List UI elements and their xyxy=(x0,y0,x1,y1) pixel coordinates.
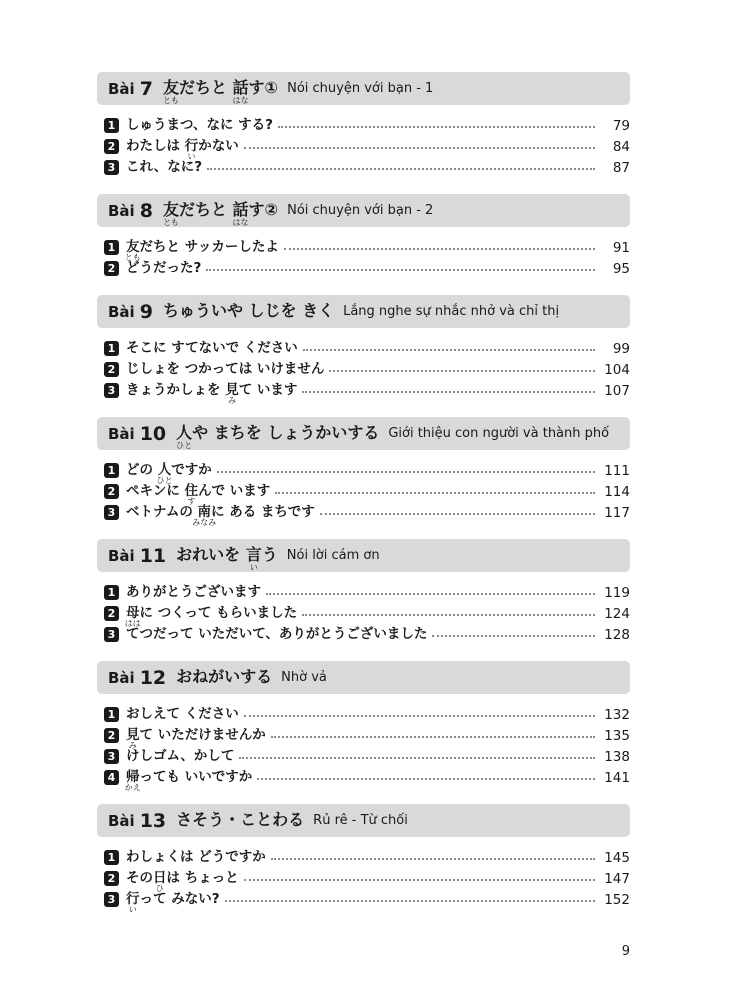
item-title-japanese: じしょを つかっては いけません xyxy=(126,361,325,378)
lesson-label: Bài xyxy=(108,302,135,321)
lesson-subtitle-vietnamese: Lắng nghe sự nhắc nhở và chỉ thị xyxy=(343,304,560,319)
item-number-badge: 4 xyxy=(104,770,119,785)
toc-item xyxy=(104,380,630,405)
toc-item xyxy=(104,624,630,645)
furigana: ひと xyxy=(156,475,173,485)
toc-item xyxy=(104,847,630,868)
dotted-leader xyxy=(302,614,595,616)
toc-item xyxy=(104,889,630,914)
item-page-number: 152 xyxy=(604,891,630,908)
kanji-with-furigana: 人 ひと xyxy=(156,462,173,485)
item-page-number: 138 xyxy=(604,748,630,765)
toc-item xyxy=(104,767,630,792)
kanji-with-furigana: 見 み xyxy=(126,727,140,750)
furigana: はは xyxy=(124,618,141,628)
lesson-section xyxy=(97,804,630,914)
item-number-badge: 1 xyxy=(104,707,119,722)
item-page-number: 135 xyxy=(604,727,630,744)
item-page-number: 119 xyxy=(604,584,630,601)
kanji-with-furigana: 南 みなみ xyxy=(192,504,217,527)
item-number-badge: 1 xyxy=(104,463,119,478)
item-title-japanese: そこに すてないで ください xyxy=(126,340,298,357)
item-title-japanese: 帰 かえ っても いいですか xyxy=(124,769,253,792)
item-number-badge: 2 xyxy=(104,871,119,886)
item-title-japanese: どの 人 ひと ですか xyxy=(126,462,212,485)
item-title-japanese: きょうかしょを 見 み て います xyxy=(126,382,298,405)
lesson-label: Bài xyxy=(108,79,135,98)
lesson-items xyxy=(97,237,630,279)
item-number-badge: 1 xyxy=(104,240,119,255)
furigana: ひ xyxy=(155,883,164,893)
lesson-items xyxy=(97,115,630,178)
lesson-number: 12 xyxy=(139,666,167,689)
item-number-badge: 2 xyxy=(104,139,119,154)
furigana: はな xyxy=(232,95,249,105)
kanji-with-furigana: 友 とも xyxy=(162,200,179,227)
dotted-leader xyxy=(432,635,595,637)
item-number-badge: 1 xyxy=(104,850,119,865)
lesson-label: Bài xyxy=(108,668,135,687)
item-title-japanese: その日 ひ は ちょっと xyxy=(126,870,239,893)
furigana: す xyxy=(187,496,196,506)
dotted-leader xyxy=(217,471,595,473)
dotted-leader xyxy=(302,391,595,393)
dotted-leader xyxy=(244,715,595,717)
item-number-badge: 2 xyxy=(104,484,119,499)
lesson-label: Bài xyxy=(108,546,135,565)
item-title-japanese: ペキンに 住 す んで います xyxy=(126,483,271,506)
lesson-items xyxy=(97,704,630,792)
toc-item xyxy=(104,582,630,603)
lesson-title-japanese: おれいを 言 い う xyxy=(176,545,278,572)
kanji-with-furigana: 母 はは xyxy=(124,605,141,628)
lesson-items xyxy=(97,338,630,405)
toc-page-content xyxy=(97,72,630,926)
item-page-number: 124 xyxy=(604,605,630,622)
lesson-number: 7 xyxy=(139,77,153,100)
kanji-with-furigana: 話 はな xyxy=(232,78,249,105)
kanji-with-furigana: 見 み xyxy=(225,382,239,405)
dotted-leader xyxy=(329,370,595,372)
item-title-japanese: 行 い って みない? xyxy=(126,891,220,914)
item-number-badge: 3 xyxy=(104,505,119,520)
dotted-leader xyxy=(320,513,595,515)
toc-item xyxy=(104,237,630,262)
lesson-items xyxy=(97,582,630,645)
lesson-number: 8 xyxy=(139,199,153,222)
dotted-leader xyxy=(225,900,595,902)
furigana: み xyxy=(128,740,137,750)
lesson-section xyxy=(97,417,630,527)
item-number-badge: 2 xyxy=(104,606,119,621)
kanji-with-furigana: 日 ひ xyxy=(153,870,167,893)
kanji-with-furigana: 行 い xyxy=(184,138,199,161)
furigana: とも xyxy=(162,95,179,105)
furigana: い xyxy=(187,151,196,161)
dotted-leader xyxy=(266,593,595,595)
kanji-with-furigana: 友 とも xyxy=(162,78,179,105)
furigana: とも xyxy=(162,217,179,227)
furigana: ひと xyxy=(176,440,193,450)
toc-item xyxy=(104,460,630,485)
furigana: はな xyxy=(232,217,249,227)
lesson-number: 11 xyxy=(139,544,167,567)
lesson-section xyxy=(97,194,630,279)
item-title-japanese: わしょくは どうですか xyxy=(126,849,266,866)
item-number-badge: 1 xyxy=(104,118,119,133)
item-page-number: 114 xyxy=(604,483,630,500)
toc-item xyxy=(104,258,630,279)
dotted-leader xyxy=(244,879,595,881)
kanji-with-furigana: 友 とも xyxy=(124,239,141,262)
lesson-label: Bài xyxy=(108,811,135,830)
item-title-japanese: おしえて ください xyxy=(126,706,239,723)
lesson-section xyxy=(97,72,630,178)
item-number-badge: 3 xyxy=(104,383,119,398)
item-page-number: 111 xyxy=(604,462,630,479)
item-number-badge: 3 xyxy=(104,160,119,175)
toc-item xyxy=(104,157,630,178)
toc-item xyxy=(104,746,630,767)
dotted-leader xyxy=(284,248,595,250)
lesson-header-bar xyxy=(97,295,630,328)
lesson-header-bar xyxy=(97,417,630,450)
dotted-leader xyxy=(257,778,595,780)
lesson-subtitle-vietnamese: Nói chuyện với bạn - 2 xyxy=(287,203,434,218)
toc-item xyxy=(104,136,630,161)
item-title-japanese: 見 み て いただけませんか xyxy=(126,727,266,750)
item-number-badge: 3 xyxy=(104,627,119,642)
lesson-title-japanese: さそう・ことわる xyxy=(176,810,305,830)
item-page-number: 95 xyxy=(612,260,630,277)
item-title-japanese: 母 はは に つくって もらいました xyxy=(124,605,298,628)
dotted-leader xyxy=(239,757,595,759)
item-page-number: 91 xyxy=(612,239,630,256)
item-title-japanese: これ、なに? xyxy=(126,159,203,176)
lesson-header-bar xyxy=(97,539,630,572)
item-page-number: 145 xyxy=(604,849,630,866)
dotted-leader xyxy=(278,126,595,128)
item-page-number: 84 xyxy=(612,138,630,155)
item-page-number: 128 xyxy=(604,626,630,643)
lesson-subtitle-vietnamese: Giới thiệu con người và thành phố xyxy=(388,426,610,441)
toc-item xyxy=(104,359,630,380)
item-number-badge: 2 xyxy=(104,728,119,743)
lesson-section xyxy=(97,661,630,792)
lesson-title-japanese: おねがいする xyxy=(176,667,273,687)
item-title-japanese: けしゴム、かして xyxy=(126,748,235,765)
item-title-japanese: ありがとうございます xyxy=(126,584,261,601)
dotted-leader xyxy=(275,492,595,494)
toc-item xyxy=(104,603,630,628)
toc-item xyxy=(104,481,630,506)
item-title-japanese: わたしは 行 い かない xyxy=(126,138,239,161)
lesson-number: 13 xyxy=(139,809,167,832)
lesson-title-japanese: 人 ひと や まちを しょうかいする xyxy=(176,423,380,450)
dotted-leader xyxy=(271,736,595,738)
item-page-number: 132 xyxy=(604,706,630,723)
kanji-with-furigana: 話 はな xyxy=(232,200,249,227)
lesson-section xyxy=(97,539,630,645)
lesson-header-bar xyxy=(97,72,630,105)
lesson-title-japanese: 友 とも だちと 話 はな す① xyxy=(162,78,279,105)
item-number-badge: 1 xyxy=(104,585,119,600)
toc-item xyxy=(104,338,630,359)
lesson-header-bar xyxy=(97,194,630,227)
toc-item xyxy=(104,502,630,527)
lesson-label: Bài xyxy=(108,201,135,220)
item-title-japanese: てつだって いただいて、ありがとうございました xyxy=(126,626,428,643)
furigana: みなみ xyxy=(192,517,217,527)
lesson-section xyxy=(97,295,630,405)
lesson-header-bar xyxy=(97,804,630,837)
item-page-number: 87 xyxy=(612,159,630,176)
kanji-with-furigana: 行 い xyxy=(126,891,140,914)
toc-item xyxy=(104,115,630,136)
lesson-subtitle-vietnamese: Nhờ vả xyxy=(281,670,327,685)
item-title-japanese: しゅうまつ、なに する? xyxy=(126,117,273,134)
item-page-number: 104 xyxy=(604,361,630,378)
dotted-leader xyxy=(206,269,595,271)
kanji-with-furigana: 人 ひと xyxy=(176,423,193,450)
item-page-number: 147 xyxy=(604,870,630,887)
item-title-japanese: ベトナムの 南 みなみ に ある まちです xyxy=(126,504,315,527)
lesson-items xyxy=(97,847,630,914)
item-page-number: 107 xyxy=(604,382,630,399)
item-title-japanese: 友 とも だちと サッカーしたよ xyxy=(124,239,279,262)
lesson-subtitle-vietnamese: Rủ rê - Từ chối xyxy=(313,813,408,828)
toc-item xyxy=(104,868,630,893)
item-page-number: 117 xyxy=(604,504,630,521)
item-number-badge: 3 xyxy=(104,749,119,764)
lesson-label: Bài xyxy=(108,424,135,443)
kanji-with-furigana: 帰 かえ xyxy=(124,769,141,792)
item-number-badge: 2 xyxy=(104,362,119,377)
lesson-subtitle-vietnamese: Nói lời cám ơn xyxy=(286,548,380,563)
item-number-badge: 1 xyxy=(104,341,119,356)
lesson-title-japanese: 友 とも だちと 話 はな す② xyxy=(162,200,279,227)
toc-sections xyxy=(97,72,630,914)
lesson-items xyxy=(97,460,630,527)
item-page-number: 99 xyxy=(612,340,630,357)
lesson-title-japanese: ちゅういや しじを きく xyxy=(162,301,335,321)
furigana: い xyxy=(249,562,258,572)
lesson-header-bar xyxy=(97,661,630,694)
kanji-with-furigana: 住 す xyxy=(184,483,199,506)
furigana: み xyxy=(227,395,236,405)
dotted-leader xyxy=(244,147,595,149)
dotted-leader xyxy=(303,349,595,351)
lesson-number: 9 xyxy=(139,300,153,323)
furigana: とも xyxy=(124,252,141,262)
dotted-leader xyxy=(207,168,595,170)
item-number-badge: 2 xyxy=(104,261,119,276)
toc-item xyxy=(104,704,630,725)
kanji-with-furigana: 言 い xyxy=(245,545,262,572)
item-page-number: 79 xyxy=(612,117,630,134)
page-number: 9 xyxy=(621,944,630,959)
dotted-leader xyxy=(271,858,595,860)
item-title-japanese: どうだった? xyxy=(126,260,202,277)
furigana: い xyxy=(128,904,137,914)
lesson-number: 10 xyxy=(139,422,167,445)
lesson-subtitle-vietnamese: Nói chuyện với bạn - 1 xyxy=(287,81,434,96)
item-number-badge: 3 xyxy=(104,892,119,907)
toc-item xyxy=(104,725,630,750)
item-page-number: 141 xyxy=(604,769,630,786)
furigana: かえ xyxy=(124,782,141,792)
